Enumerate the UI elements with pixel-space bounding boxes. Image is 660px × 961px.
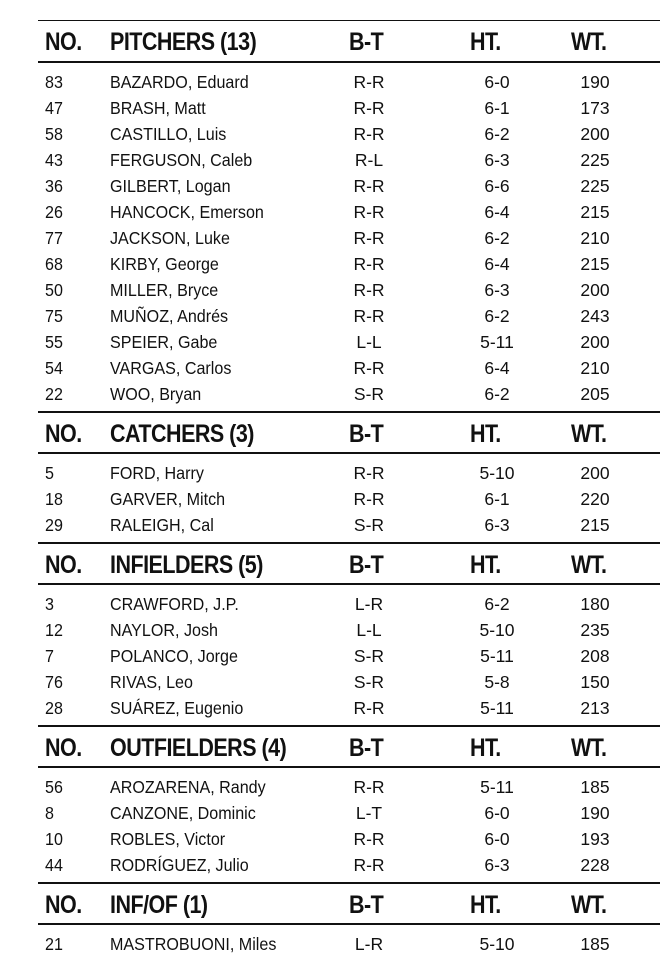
player-bats-throws: S-R — [353, 672, 385, 692]
player-weight: 200 — [580, 463, 610, 483]
player-height: 5-8 — [484, 672, 510, 692]
player-number: 22 — [45, 384, 63, 404]
player-row — [38, 800, 660, 826]
column-header-no: NO. — [45, 551, 82, 579]
column-header-ht: HT. — [470, 551, 501, 579]
player-height: 6-0 — [484, 803, 510, 823]
player-row — [38, 695, 660, 721]
player-row — [38, 355, 660, 381]
player-bats-throws: R-R — [353, 855, 385, 875]
column-header-bt: B-T — [349, 734, 384, 762]
player-row — [38, 251, 660, 277]
player-name: BRASH, Matt — [110, 98, 206, 118]
player-bats-throws: L-T — [355, 803, 383, 823]
column-header-wt: WT. — [571, 734, 607, 762]
player-list — [38, 925, 660, 961]
player-bats-throws: R-L — [354, 150, 384, 170]
player-height: 6-4 — [484, 254, 510, 274]
player-weight: 235 — [580, 620, 610, 640]
player-bats-throws: R-R — [353, 463, 385, 483]
column-header-wt: WT. — [571, 28, 607, 56]
player-name: KIRBY, George — [110, 254, 219, 274]
player-number: 56 — [45, 777, 63, 797]
player-weight: 190 — [580, 803, 610, 823]
player-height: 6-6 — [484, 176, 510, 196]
player-weight: 243 — [580, 306, 610, 326]
player-list — [38, 63, 660, 411]
player-row — [38, 852, 660, 878]
player-number: 55 — [45, 332, 63, 352]
player-row — [38, 173, 660, 199]
player-name: CRAWFORD, J.P. — [110, 594, 239, 614]
player-bats-throws: R-R — [353, 254, 385, 274]
player-row — [38, 931, 660, 957]
player-height: 5-11 — [480, 332, 514, 352]
player-height: 5-10 — [479, 463, 515, 483]
column-header-bt: B-T — [349, 420, 384, 448]
player-number: 77 — [45, 228, 63, 248]
player-list — [38, 768, 660, 882]
player-weight: 150 — [580, 672, 610, 692]
roster-section — [38, 411, 660, 542]
section-header — [38, 725, 660, 768]
player-name: FERGUSON, Caleb — [110, 150, 253, 170]
player-number: 8 — [45, 803, 54, 823]
player-height: 6-3 — [484, 515, 510, 535]
section-header — [38, 882, 660, 925]
player-height: 6-2 — [484, 124, 510, 144]
player-name: WOO, Bryan — [110, 384, 202, 404]
player-name: JACKSON, Luke — [110, 228, 230, 248]
player-name: RALEIGH, Cal — [110, 515, 214, 535]
player-row — [38, 69, 660, 95]
player-weight: 185 — [580, 777, 610, 797]
player-bats-throws: L-R — [354, 594, 384, 614]
player-name: ROBLES, Victor — [110, 829, 226, 849]
section-header — [38, 20, 660, 63]
player-row — [38, 329, 660, 355]
player-list — [38, 585, 660, 725]
player-weight: 180 — [580, 594, 610, 614]
player-name: GARVER, Mitch — [110, 489, 226, 509]
player-name: RODRÍGUEZ, Julio — [110, 855, 249, 875]
player-weight: 220 — [580, 489, 610, 509]
player-row — [38, 774, 660, 800]
player-row — [38, 669, 660, 695]
player-bats-throws: S-R — [353, 384, 385, 404]
player-height: 5-11 — [480, 646, 514, 666]
player-weight: 200 — [580, 280, 610, 300]
player-name: NAYLOR, Josh — [110, 620, 218, 640]
player-height: 5-11 — [480, 777, 514, 797]
player-name: VARGAS, Carlos — [110, 358, 232, 378]
column-header-wt: WT. — [571, 551, 607, 579]
player-weight: 210 — [580, 228, 610, 248]
player-name: RIVAS, Leo — [110, 672, 193, 692]
roster-section — [38, 20, 660, 411]
player-row — [38, 460, 660, 486]
player-bats-throws: L-R — [354, 934, 384, 954]
player-bats-throws: R-R — [353, 124, 385, 144]
column-header-ht: HT. — [470, 28, 501, 56]
player-number: 76 — [45, 672, 63, 692]
player-bats-throws: R-R — [353, 358, 385, 378]
player-weight: 225 — [580, 150, 610, 170]
section-title: INF/OF (1) — [110, 891, 208, 919]
player-number: 54 — [45, 358, 63, 378]
player-name: POLANCO, Jorge — [110, 646, 238, 666]
roster-section — [38, 542, 660, 725]
player-row — [38, 643, 660, 669]
player-height: 6-4 — [484, 202, 510, 222]
player-weight: 185 — [580, 934, 610, 954]
player-bats-throws: L-L — [356, 332, 382, 352]
player-weight: 173 — [580, 98, 610, 118]
column-header-ht: HT. — [470, 891, 501, 919]
player-name: CASTILLO, Luis — [110, 124, 227, 144]
player-row — [38, 225, 660, 251]
player-number: 21 — [45, 934, 63, 954]
player-number: 18 — [45, 489, 63, 509]
player-number: 26 — [45, 202, 63, 222]
player-height: 5-11 — [480, 698, 514, 718]
player-number: 50 — [45, 280, 63, 300]
player-bats-throws: R-R — [353, 228, 385, 248]
player-height: 5-10 — [479, 934, 515, 954]
player-height: 6-0 — [484, 829, 510, 849]
player-bats-throws: S-R — [353, 646, 385, 666]
player-bats-throws: L-L — [356, 620, 382, 640]
player-number: 28 — [45, 698, 63, 718]
section-header — [38, 542, 660, 585]
player-name: HANCOCK, Emerson — [110, 202, 264, 222]
player-row — [38, 381, 660, 407]
column-header-bt: B-T — [349, 891, 384, 919]
column-header-bt: B-T — [349, 28, 384, 56]
player-row — [38, 277, 660, 303]
player-name: MASTROBUONI, Miles — [110, 934, 277, 954]
player-name: GILBERT, Logan — [110, 176, 231, 196]
player-height: 6-3 — [484, 150, 510, 170]
player-bats-throws: S-R — [353, 515, 385, 535]
player-number: 36 — [45, 176, 63, 196]
player-weight: 225 — [580, 176, 610, 196]
player-row — [38, 199, 660, 225]
section-title: CATCHERS (3) — [110, 420, 254, 448]
column-header-ht: HT. — [470, 734, 501, 762]
player-weight: 200 — [580, 124, 610, 144]
column-header-ht: HT. — [470, 420, 501, 448]
player-number: 5 — [45, 463, 54, 483]
player-number: 29 — [45, 515, 63, 535]
column-header-wt: WT. — [571, 420, 607, 448]
player-row — [38, 121, 660, 147]
player-bats-throws: R-R — [353, 489, 385, 509]
section-title: PITCHERS (13) — [110, 28, 257, 56]
player-height: 6-2 — [484, 306, 510, 326]
player-height: 6-2 — [484, 594, 510, 614]
section-title: INFIELDERS (5) — [110, 551, 263, 579]
player-bats-throws: R-R — [353, 98, 385, 118]
player-number: 12 — [45, 620, 63, 640]
player-height: 6-2 — [484, 228, 510, 248]
player-bats-throws: R-R — [353, 176, 385, 196]
player-number: 58 — [45, 124, 63, 144]
player-height: 6-2 — [484, 384, 510, 404]
player-name: MILLER, Bryce — [110, 280, 219, 300]
player-weight: 193 — [580, 829, 610, 849]
player-bats-throws: R-R — [353, 829, 385, 849]
player-number: 3 — [45, 594, 54, 614]
player-number: 83 — [45, 72, 63, 92]
player-bats-throws: R-R — [353, 72, 385, 92]
player-number: 7 — [45, 646, 54, 666]
player-name: BAZARDO, Eduard — [110, 72, 249, 92]
player-row — [38, 95, 660, 121]
player-weight: 200 — [580, 332, 610, 352]
player-weight: 208 — [580, 646, 610, 666]
player-height: 6-3 — [484, 855, 510, 875]
player-name: AROZARENA, Randy — [110, 777, 266, 797]
roster-table — [38, 20, 660, 961]
player-number: 44 — [45, 855, 63, 875]
player-name: SUÁREZ, Eugenio — [110, 698, 244, 718]
section-title: OUTFIELDERS (4) — [110, 734, 287, 762]
player-height: 5-10 — [479, 620, 515, 640]
player-weight: 215 — [580, 515, 610, 535]
player-height: 6-0 — [484, 72, 510, 92]
player-number: 10 — [45, 829, 63, 849]
player-name: MUÑOZ, Andrés — [110, 306, 229, 326]
player-row — [38, 486, 660, 512]
player-height: 6-1 — [484, 98, 510, 118]
player-weight: 205 — [580, 384, 610, 404]
column-header-no: NO. — [45, 891, 82, 919]
column-header-no: NO. — [45, 28, 82, 56]
column-header-wt: WT. — [571, 891, 607, 919]
player-weight: 210 — [580, 358, 610, 378]
player-height: 6-1 — [484, 489, 510, 509]
player-weight: 215 — [580, 254, 610, 274]
player-weight: 213 — [580, 698, 610, 718]
player-number: 43 — [45, 150, 63, 170]
player-row — [38, 147, 660, 173]
player-bats-throws: R-R — [353, 280, 385, 300]
column-header-bt: B-T — [349, 551, 384, 579]
player-name: FORD, Harry — [110, 463, 204, 483]
player-row — [38, 617, 660, 643]
player-bats-throws: R-R — [353, 202, 385, 222]
player-weight: 228 — [580, 855, 610, 875]
player-weight: 190 — [580, 72, 610, 92]
player-row — [38, 826, 660, 852]
player-row — [38, 303, 660, 329]
player-weight: 215 — [580, 202, 610, 222]
player-height: 6-3 — [484, 280, 510, 300]
section-header — [38, 411, 660, 454]
player-height: 6-4 — [484, 358, 510, 378]
player-row — [38, 591, 660, 617]
player-name: SPEIER, Gabe — [110, 332, 218, 352]
player-list — [38, 454, 660, 542]
player-bats-throws: R-R — [353, 698, 385, 718]
column-header-no: NO. — [45, 734, 82, 762]
player-bats-throws: R-R — [353, 777, 385, 797]
player-number: 75 — [45, 306, 63, 326]
roster-section — [38, 725, 660, 882]
player-number: 47 — [45, 98, 63, 118]
player-bats-throws: R-R — [353, 306, 385, 326]
player-name: CANZONE, Dominic — [110, 803, 256, 823]
player-number: 68 — [45, 254, 63, 274]
column-header-no: NO. — [45, 420, 82, 448]
roster-section — [38, 882, 660, 961]
player-row — [38, 512, 660, 538]
